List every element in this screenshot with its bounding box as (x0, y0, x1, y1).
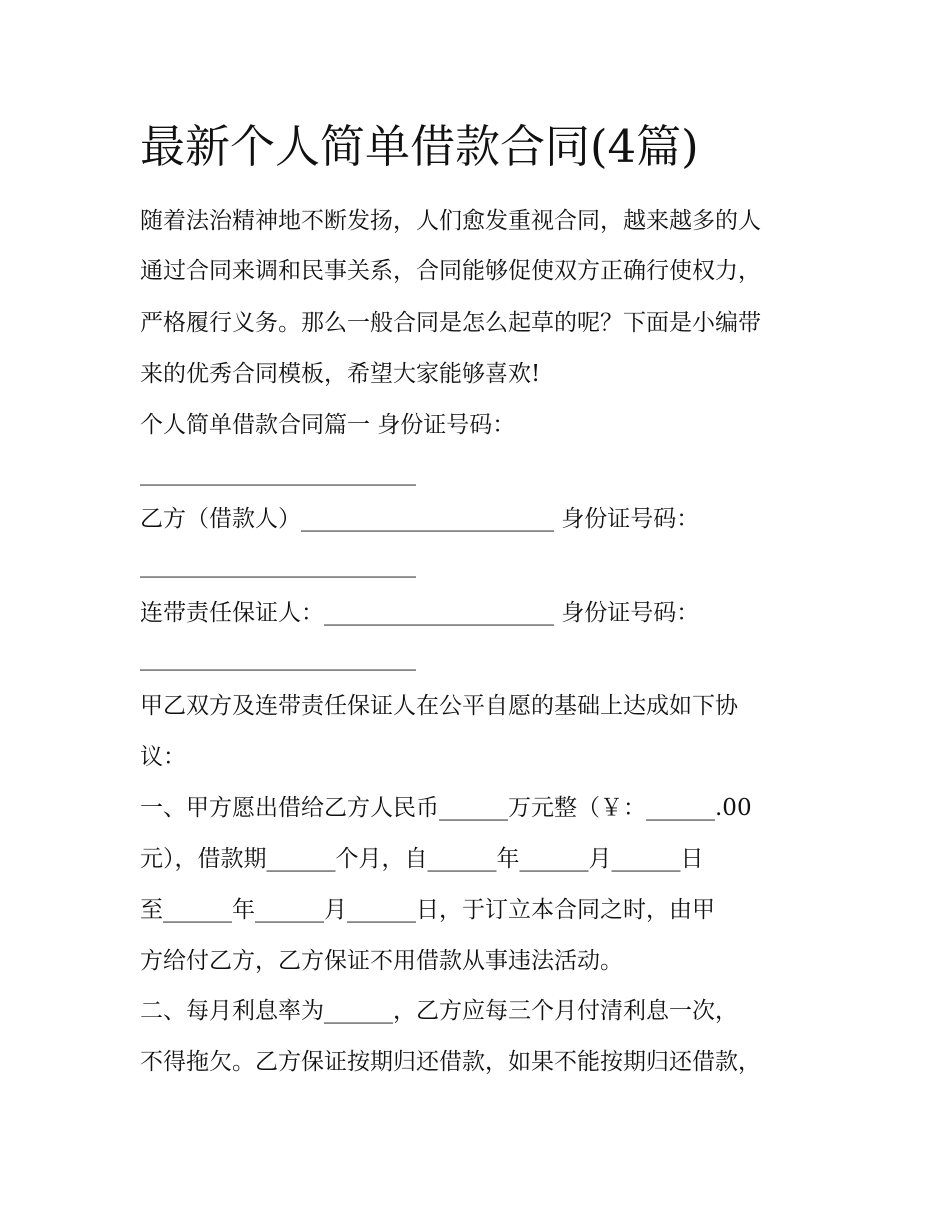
clause-one-line-1: 一、甲方愿出借给乙方人民币______万元整（￥：______.00 (140, 795, 752, 821)
clause-one-line-2: 元），借款期______个月，自______年______月______日 (140, 846, 704, 872)
intro-line-1: 随着法治精神地不断发扬，人们愈发重视合同，越来越多的人 (140, 208, 761, 234)
agreement-line-2: 议： (140, 744, 186, 770)
clause-two-line-1: 二、每月利息率为______，乙方应每三个月付清利息一次， (140, 998, 738, 1024)
agreement-line-1: 甲乙双方及连带责任保证人在公平自愿的基础上达成如下协 (140, 693, 738, 719)
clause-one-line-4: 方给付乙方，乙方保证不用借款从事违法活动。 (140, 948, 623, 974)
id-number-blank-3: ________________________ (140, 645, 416, 671)
borrower-line: 乙方（借款人）______________________ 身份证号码： (140, 506, 700, 532)
intro-line-2: 通过合同来调和民事关系，合同能够促使双方正确行使权力， (140, 258, 761, 284)
document-title: 最新个人简单借款合同(4篇) (140, 120, 699, 173)
guarantor-line: 连带责任保证人：____________________ 身份证号码： (140, 600, 700, 626)
intro-line-4: 来的优秀合同模板，希望大家能够喜欢! (140, 361, 541, 387)
id-number-blank-1: ________________________ (140, 460, 416, 486)
clause-one-line-3: 至______年______月______日，于订立本合同之时，由甲 (140, 897, 715, 923)
clause-two-line-2: 不得拖欠。乙方保证按期归还借款，如果不能按期归还借款， (140, 1049, 761, 1075)
section-heading-one: 个人简单借款合同篇一 身份证号码： (140, 412, 516, 438)
id-number-blank-2: ________________________ (140, 552, 416, 578)
intro-line-3: 严格履行义务。那么一般合同是怎么起草的呢？下面是小编带 (140, 310, 761, 336)
